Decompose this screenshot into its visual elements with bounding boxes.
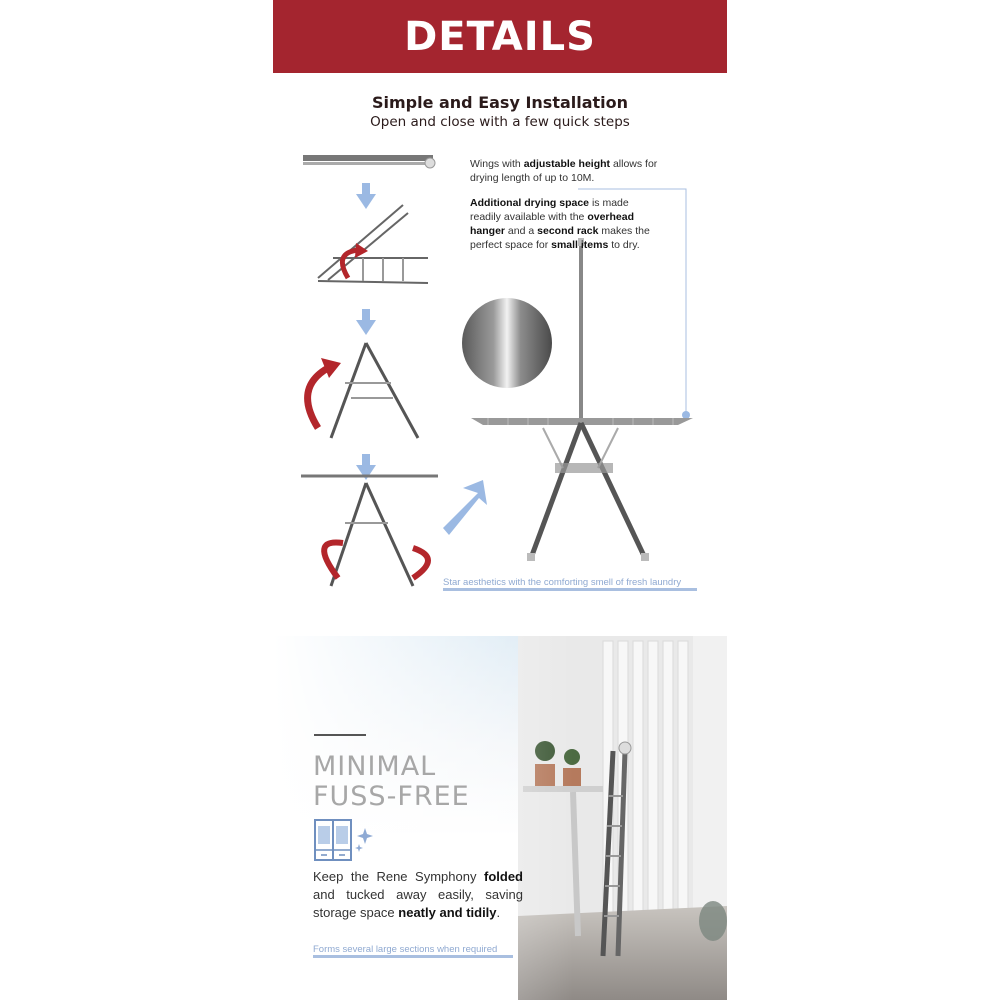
step-open-rack <box>301 476 438 586</box>
sparkle-icon <box>357 828 373 844</box>
minimal-description: Keep the Rene Symphony folded and tucked away easily, saving storage space neatly and tidily. <box>313 869 523 920</box>
wardrobe-icon <box>313 818 383 868</box>
step-folded-rack <box>303 155 435 168</box>
expand-arrow-icon <box>443 480 487 535</box>
installation-section <box>273 73 727 613</box>
installation-title: Simple and Easy Installation <box>371 93 629 112</box>
rotate-arrow-icon <box>413 548 428 578</box>
sections-caption: Forms several large sections when required <box>313 944 513 958</box>
drying-space-feature-text: Additional drying space is made readily available with the overhead hanger and a second rack makes the perfect space for small items to dry. <box>470 197 650 251</box>
step-opening-rack <box>318 205 428 283</box>
step-a-frame-rack <box>331 343 418 438</box>
installation-steps-illustration <box>273 73 727 613</box>
details-title: DETAILS <box>404 13 596 60</box>
minimal-title: MINIMAL FUSS-FREE <box>313 751 470 812</box>
details-banner <box>273 0 727 73</box>
rotate-arrow-icon <box>308 368 328 428</box>
down-arrow-icon <box>356 183 376 209</box>
aesthetics-caption: Star aesthetics with the comforting smell of fresh laundry <box>443 577 697 591</box>
steel-material-swatch <box>462 298 552 388</box>
product-rack-main <box>471 238 693 561</box>
wings-feature-text: Wings with adjustable height allows for drying length of up to 10M. <box>470 158 658 184</box>
minimal-section <box>273 636 727 1000</box>
down-arrow-icon <box>356 309 376 335</box>
installation-subtitle: Open and close with a few quick steps <box>370 114 630 130</box>
title-divider <box>314 734 366 736</box>
